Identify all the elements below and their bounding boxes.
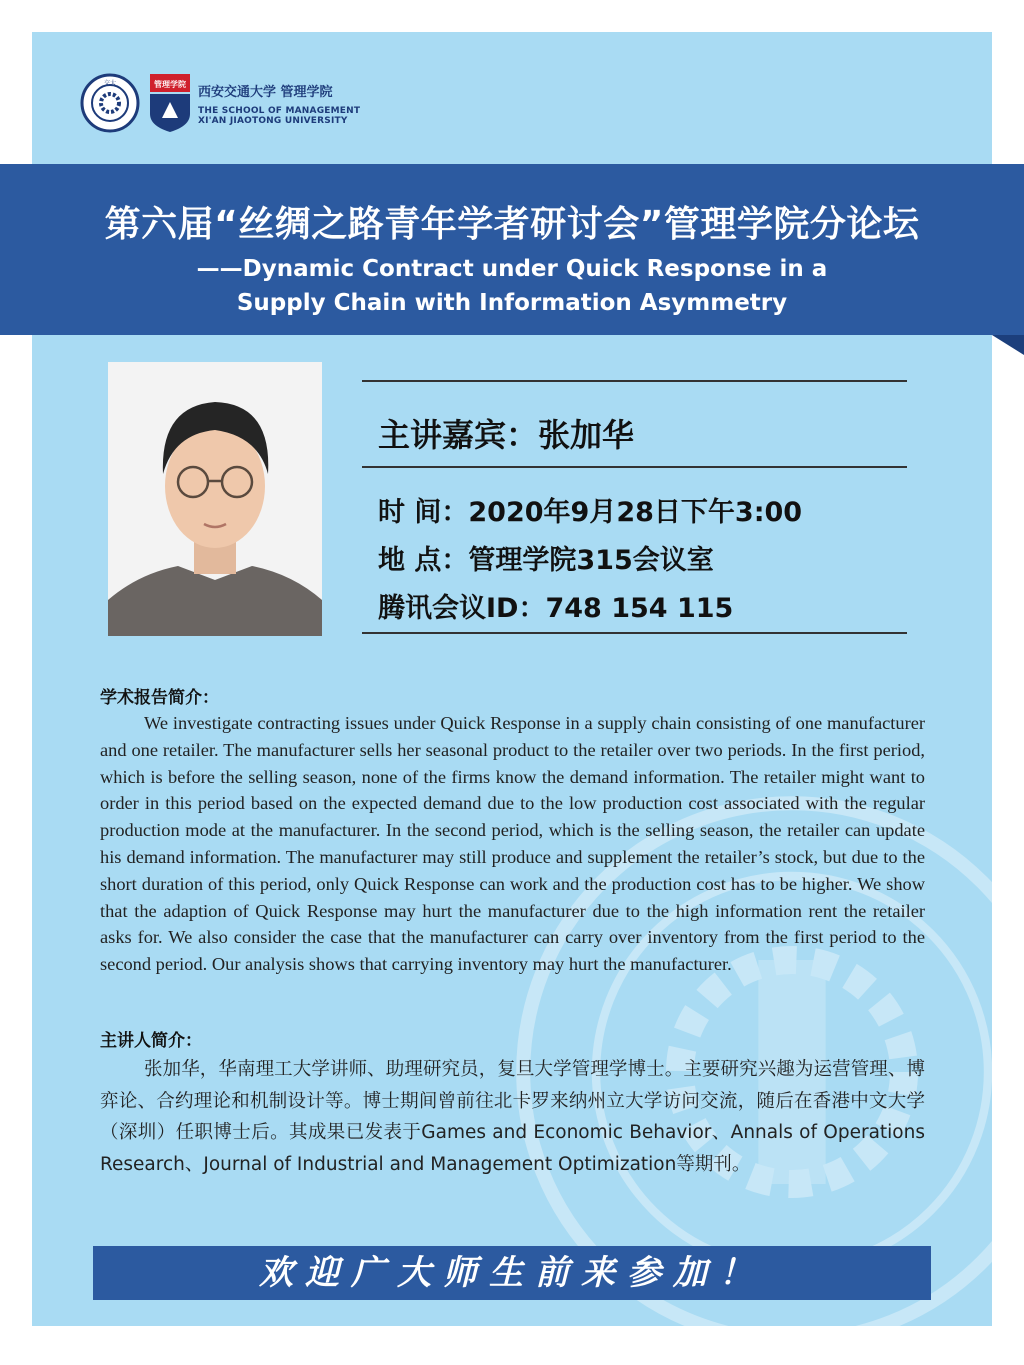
school-name-cn: 西安交通大学 管理学院 bbox=[198, 84, 333, 100]
divider-top bbox=[362, 380, 907, 382]
bio-heading: 主讲人简介： bbox=[100, 1031, 202, 1051]
speaker-name: 主讲嘉宾：张加华 bbox=[378, 416, 635, 454]
logo-group bbox=[80, 72, 360, 134]
school-name-en-line2: XI'AN JIAOTONG UNIVERSITY bbox=[198, 115, 348, 126]
school-of-management-badge bbox=[150, 74, 190, 132]
seal-text: 交大 bbox=[103, 80, 117, 87]
school-name bbox=[198, 81, 360, 126]
forum-title: 第六届“丝绸之路青年学者研讨会”管理学院分论坛 bbox=[104, 204, 920, 245]
abstract-heading: 学术报告简介： bbox=[100, 688, 219, 708]
school-name-en-line1: THE SCHOOL OF MANAGEMENT bbox=[198, 105, 361, 116]
xjtu-seal-logo bbox=[80, 73, 140, 133]
talk-title: ——Dynamic Contract under Quick Response in a Supply Chain with Information Asymmetry bbox=[196, 256, 828, 316]
speaker-photo bbox=[108, 362, 322, 636]
divider-middle bbox=[362, 466, 907, 468]
event-location: 地 点：管理学院315会议室 bbox=[378, 545, 714, 576]
banner-fold bbox=[992, 335, 1024, 355]
abstract-text: We investigate contracting issues under Quick Response in a supply chain consisting of one manufacturer and one retailer. The manufacturer sells her seasonal product to the retailer over two periods. In the first period, which is before the selling season, none of the firms know the demand information. The retailer might want to order in this period based on the expected demand due to the low production cost associated with the regular production mode at the manufacturer. In the second period, which is the selling season, the retailer can update his demand information. The manufacturer may still produce and supplement the retailer’s stock, but due to the short duration of this period, only Quick Response can work and the production cost has to be higher. We show that the adaption of Quick Response may hurt the manufacturer due to the high information rent the retailer asks for. We also consider the case that the manufacturer can carry over inventory from the first period to the second period. Our analysis shows that carrying inventory may hurt the manufacturer. bbox=[100, 713, 925, 975]
welcome-banner: 欢迎广大师生前来参加！ bbox=[93, 1246, 931, 1300]
meeting-id: 腾讯会议ID：748 154 115 bbox=[378, 593, 734, 624]
badge-text: 管理学院 bbox=[154, 80, 186, 89]
bio-text: 张加华，华南理工大学讲师、助理研究员，复旦大学管理学博士。主要研究兴趣为运营管理、博弈论、合约理论和机制设计等。博士期间曾前往北卡罗来纳州立大学访问交流，随后在香港中文大学（深圳）任职博士后。其成果已发表于Games and Economic Behavior、Annals of Operations Research、Journal of Industrial and Management Optimization等期刊。 bbox=[100, 1059, 925, 1175]
divider-bottom bbox=[362, 632, 907, 634]
event-time: 时 间：2020年9月28日下午3:00 bbox=[378, 497, 803, 528]
